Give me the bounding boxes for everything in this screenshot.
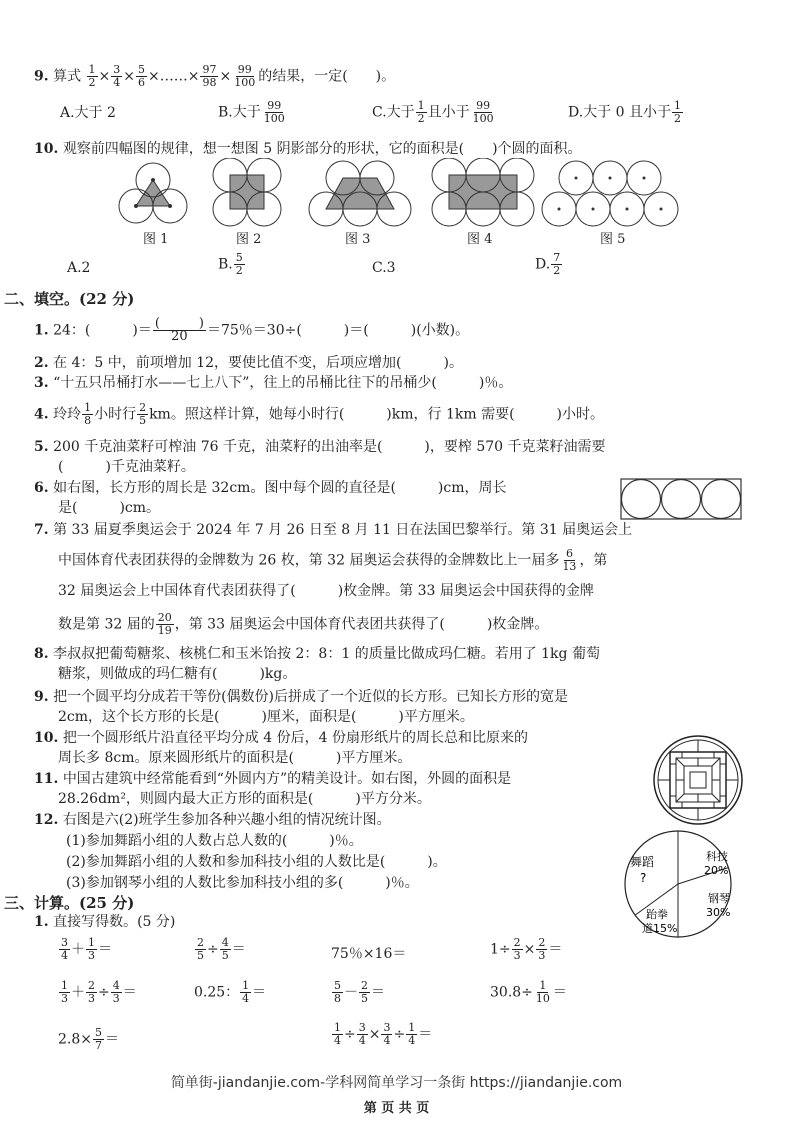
fill-number: 8. xyxy=(34,646,49,662)
q9-tail: 的结果，一定( )。 xyxy=(258,68,396,85)
calc-item xyxy=(58,1027,119,1052)
fill-3 xyxy=(34,374,512,392)
fill-9-line2: 2cm，这个长方形的长是( )厘米，面积是( )平方厘米。 xyxy=(58,709,474,725)
fig-label-1: 图 1 xyxy=(143,232,169,247)
fill-1 xyxy=(34,318,469,343)
equals: ＝ xyxy=(122,984,137,1001)
fill-7-line4 xyxy=(58,612,548,637)
equals: ＝ xyxy=(548,941,563,958)
calc-item: $\frac{1}{3}$ ＋ $\frac{2}{3}$ ÷ $\frac{4}{3}$ ＝ xyxy=(61,979,137,1005)
fill-12-sub3: (3)参加钢琴小组的人数比参加科技小组的多( )％。 xyxy=(66,875,419,891)
fraction: $\frac{1}{3}$ xyxy=(88,936,95,962)
fill-number: 9. xyxy=(34,689,49,705)
option-label: B. xyxy=(218,256,233,273)
fraction: $\frac{99}{100}$ xyxy=(472,99,494,125)
footer-site-text: 简单街-jiandanjie.com-学科网简单学习一条街 https://jiandanjie.com xyxy=(170,1075,623,1091)
fill-number: 4. xyxy=(34,406,49,423)
fraction: $\frac{1}{2}$ xyxy=(417,99,425,125)
fill-9-line1 xyxy=(34,688,568,706)
calc-1-text: 直接写得数。(5 分) xyxy=(53,914,176,930)
calc-item: $\frac{3}{4}$ ＋ $\frac{1}{3}$ ＝ xyxy=(61,936,112,962)
calc-item: $\frac{2}{5}$ ÷ $\frac{4}{5}$ ＝ xyxy=(197,936,246,962)
q10-option-b[interactable] xyxy=(218,252,246,277)
fraction: $\frac{99}{100}$ xyxy=(234,63,256,89)
fraction: $\frac{1}{4}$ xyxy=(242,979,250,1005)
fill-12-line1 xyxy=(34,811,391,829)
calc-item: $\frac{5}{8}$ － $\frac{2}{5}$ ＝ xyxy=(334,979,385,1005)
fig-label-5: 图 5 xyxy=(600,232,626,247)
fill-7-line2 xyxy=(58,548,607,573)
fill-1-text: 24：( )＝ xyxy=(53,322,152,339)
fill-12-sub2: (2)参加舞蹈小组的人数和参加科技小组的人数比是( )。 xyxy=(66,854,447,870)
calc-item: $\frac{1}{4}$ ÷ $\frac{3}{4}$ × $\frac{3}{4}$ ÷ $\frac{1}{4}$ ＝ xyxy=(334,1021,433,1047)
option-label: D.大于 0 且小于 xyxy=(568,104,671,121)
fraction: $\frac{1}{2}$ xyxy=(673,99,681,125)
fraction: $\frac{5}{8}$ xyxy=(334,979,341,1005)
q9-option-b[interactable] xyxy=(218,100,288,125)
pie-label-kj: 科技 xyxy=(706,850,728,863)
pie-value-tq: 道15% xyxy=(642,922,678,935)
fraction: $\frac{2}{5}$ xyxy=(197,936,204,962)
fill-7-text: 中国体育代表团获得的金牌数为 26 枚，第 32 届奥运会获得的金牌数比上一届多 xyxy=(58,552,560,569)
calc-text: 1÷ xyxy=(490,941,511,958)
fraction: $\frac{3}{4}$ xyxy=(113,63,121,89)
fill-6-text: 如右图，长方形的周长是 32cm。图中每个圆的直径是( )cm，周长 xyxy=(53,480,507,496)
fill-5-line1 xyxy=(34,438,606,456)
fill-12-text: 右图是六(2)班学生参加各种兴趣小组的情况统计图。 xyxy=(62,812,391,828)
pie-label-tq: 跆拳 xyxy=(646,908,668,921)
fraction: $\frac{1}{3}$ xyxy=(61,979,68,1005)
fraction-denominator: 20 xyxy=(171,329,188,344)
fill-11-line2: 28.26dm²，则圆内最大正方形的面积是( )平方分米。 xyxy=(58,791,431,807)
fill-11-text: 中国古建筑中经常能看到“外圆内方”的精美设计。如右图，外圆的面积是 xyxy=(62,771,512,787)
rectangle-circles-figure xyxy=(620,478,742,520)
equals: ＝ xyxy=(231,941,246,958)
fill-7-text: 数是第 32 届的 xyxy=(58,616,155,633)
calc-text: 30.8÷ xyxy=(490,984,533,1001)
fill-number: 5. xyxy=(34,439,49,455)
fill-number: 2. xyxy=(34,355,49,371)
fill-number: 11. xyxy=(34,771,59,787)
fraction: $\frac{2}{3}$ xyxy=(513,936,521,962)
fill-4-text: km。照这样计算，她每小时行( )km，行 1km 需要( )小时。 xyxy=(149,406,605,423)
figure-5 xyxy=(542,161,678,226)
fill-number: 3. xyxy=(34,375,49,391)
fraction: $\frac{5}{7}$ xyxy=(95,1026,102,1052)
fraction: $\frac{2}{5}$ xyxy=(139,401,147,427)
equals: ＝ xyxy=(252,984,267,1001)
calc-item xyxy=(490,980,567,1005)
q9-option-c[interactable] xyxy=(372,100,497,125)
q10-option-d[interactable] xyxy=(535,252,563,277)
option-label: C.大于 xyxy=(372,104,415,121)
fill-number: 6. xyxy=(34,480,49,496)
fraction: $\frac{2}{5}$ xyxy=(361,979,368,1005)
fill-4 xyxy=(34,402,604,427)
fraction: $\frac{2}{3}$ xyxy=(88,979,95,1005)
fraction: $\frac{1}{8}$ xyxy=(84,401,92,427)
fraction: $\frac{4}{3}$ xyxy=(112,979,120,1005)
q9-option-a[interactable] xyxy=(60,104,116,122)
q10-option-a[interactable] xyxy=(67,259,90,277)
fraction: $\frac{5}{6}$ xyxy=(138,63,145,89)
calc-item: 1÷ $\frac{2}{3}$ × $\frac{2}{3}$ ＝ xyxy=(490,936,563,962)
fraction: $\frac{6}{13}$ xyxy=(562,547,577,573)
q10-text: 观察前四幅图的规律，想一想图 5 阴影部分的形状，它的面积是( )个圆的面积。 xyxy=(62,141,582,157)
option-label: A.大于 2 xyxy=(60,105,116,121)
fill-number: 12. xyxy=(34,812,59,828)
equals: ＝ xyxy=(418,1026,433,1043)
fill-3-text: “十五只吊桶打水——七上八下”，往上的吊桶比往下的吊桶少( )％。 xyxy=(53,375,513,391)
figure-3 xyxy=(309,161,411,226)
fraction: $\frac{( )}{20}$ xyxy=(154,316,204,344)
fraction: $\frac{3}{4}$ xyxy=(383,1021,391,1047)
fraction: $\frac{4}{5}$ xyxy=(221,936,229,962)
pie-value-gq: 30% xyxy=(706,906,731,919)
q10-option-c[interactable] xyxy=(372,259,396,277)
q9-number: 9. xyxy=(34,68,49,85)
equals: ＝ xyxy=(98,941,112,958)
pie-chart xyxy=(616,826,740,942)
fill-5-text: 200 千克油菜籽可榨油 76 千克，油菜籽的出油率是( )，要榨 570 千克菜籽油需要 xyxy=(53,439,606,455)
fill-12-sub1: (1)参加舞蹈小组的人数占总人数的( )％。 xyxy=(66,833,363,849)
fill-number: 7. xyxy=(34,522,49,538)
fill-7-text: 第 33 届夏季奥运会于 2024 年 7 月 26 日至 8 月 11 日在法国巴黎举行。第 31 届奥运会上 xyxy=(53,522,633,538)
fill-6-line1 xyxy=(34,479,507,497)
fig-label-3: 图 3 xyxy=(345,232,371,247)
fill-7-text: ，第 xyxy=(579,552,608,569)
fill-4-text: 玲玲 xyxy=(53,406,82,423)
fill-7-text: ，第 33 届奥运会中国体育代表团共获得了( )枚金牌。 xyxy=(174,616,549,633)
figure-1 xyxy=(119,163,187,223)
fill-10-line1 xyxy=(34,729,528,747)
section-3-title: 三、计算。(25 分) xyxy=(4,894,135,912)
fill-7-line3: 32 届奥运会上中国体育代表团获得了( )枚金牌。第 33 届奥运会中国获得的金牌 xyxy=(58,583,594,599)
footer-page-number: 第 页 共 页 xyxy=(363,1101,430,1116)
q10-line xyxy=(34,140,582,158)
calc-item xyxy=(194,980,266,1005)
section-2-title: 二、填空。(22 分) xyxy=(4,290,135,308)
fill-8-line2: 糖浆，则做成的玛仁糖有( )kg。 xyxy=(58,666,297,682)
fill-number: 1. xyxy=(34,322,49,339)
calc-item: 75％×16＝ xyxy=(331,946,407,962)
calc-1-title xyxy=(34,913,175,931)
fill-8-line1 xyxy=(34,645,600,663)
fill-11-line1 xyxy=(34,770,511,788)
fig-label-4: 图 4 xyxy=(467,232,493,247)
figure-2 xyxy=(213,158,281,226)
option-label: C.3 xyxy=(372,260,396,276)
fill-6-line2: 是( )cm。 xyxy=(58,500,161,516)
option-label: D. xyxy=(535,256,551,273)
fill-1-tail: ＝75％＝30÷( )＝( )(小数)。 xyxy=(206,322,470,339)
fill-9-text: 把一个圆平均分成若干等份(偶数份)后拼成了一个近似的长方形。已知长方形的宽是 xyxy=(53,689,568,705)
pie-value-wd: ? xyxy=(640,871,647,885)
fill-8-text: 李叔叔把葡萄糖浆、核桃仁和玉米饴按 2：8：1 的质量比做成玛仁糖。若用了 1kg 葡萄 xyxy=(53,646,600,662)
fill-10-line2: 周长多 8cm。原来圆形纸片的面积是( )平方厘米。 xyxy=(58,750,412,766)
fraction: $\frac{3}{4}$ xyxy=(61,936,68,962)
equals: ＝ xyxy=(371,984,385,1001)
fraction: $\frac{99}{100}$ xyxy=(263,99,285,125)
q9-line: 9. 算式 $\frac{1}{2}$ × $\frac{3}{4}$ × $\frac{5}{6}$ ×……× $\frac{97}{98}$ × $\frac{99}{100}$ 的结果，一定( )。 xyxy=(34,63,396,89)
pie-label-gq: 钢琴 xyxy=(708,892,730,905)
fill-4-text: 小时行 xyxy=(94,406,137,423)
option-label: B.大于 xyxy=(218,104,261,121)
q9-option-d[interactable] xyxy=(568,100,684,125)
figure-4 xyxy=(432,158,534,226)
pie-value-kj: 20% xyxy=(704,864,729,877)
fraction: $\frac{1}{4}$ xyxy=(334,1021,341,1047)
fraction: $\frac{2}{3}$ xyxy=(538,936,546,962)
fill-number: 10. xyxy=(34,730,59,746)
equals: ＝ xyxy=(552,984,567,1001)
pie-label-wd: 舞蹈 xyxy=(630,855,655,869)
fraction: $\frac{3}{4}$ xyxy=(358,1021,366,1047)
fraction: $\frac{1}{2}$ xyxy=(88,63,96,89)
fraction: $\frac{5}{2}$ xyxy=(235,251,243,277)
option-label: 且小于 xyxy=(427,104,470,121)
fill-2 xyxy=(34,354,463,372)
fraction: $\frac{20}{19}$ xyxy=(157,611,172,637)
fill-10-text: 把一个圆形纸片沿直径平均分成 4 份后，4 份扇形纸片的周长总和比原来的 xyxy=(62,730,528,746)
fraction: $\frac{1}{4}$ xyxy=(408,1021,416,1047)
round-window-figure xyxy=(652,734,744,826)
fig-label-2: 图 2 xyxy=(236,232,262,247)
calc-text: 2.8× xyxy=(58,1031,92,1048)
q10-number: 10. xyxy=(34,141,59,157)
option-label: A.2 xyxy=(67,260,91,276)
equals: ＝ xyxy=(105,1031,119,1048)
q9-prefix: 算式 xyxy=(53,68,82,85)
fraction: $\frac{7}{2}$ xyxy=(553,251,561,277)
fill-5-line2: ( )千克油菜籽。 xyxy=(58,459,195,475)
calc-number: 1. xyxy=(34,914,49,930)
fraction: $\frac{1}{10}$ xyxy=(535,979,550,1005)
fill-7-line1 xyxy=(34,521,632,539)
calc-text: 0.25： xyxy=(194,984,240,1001)
fill-2-text: 在 4：5 中，前项增加 12，要使比值不变，后项应增加( )。 xyxy=(53,355,463,371)
fraction: $\frac{97}{98}$ xyxy=(202,63,217,89)
